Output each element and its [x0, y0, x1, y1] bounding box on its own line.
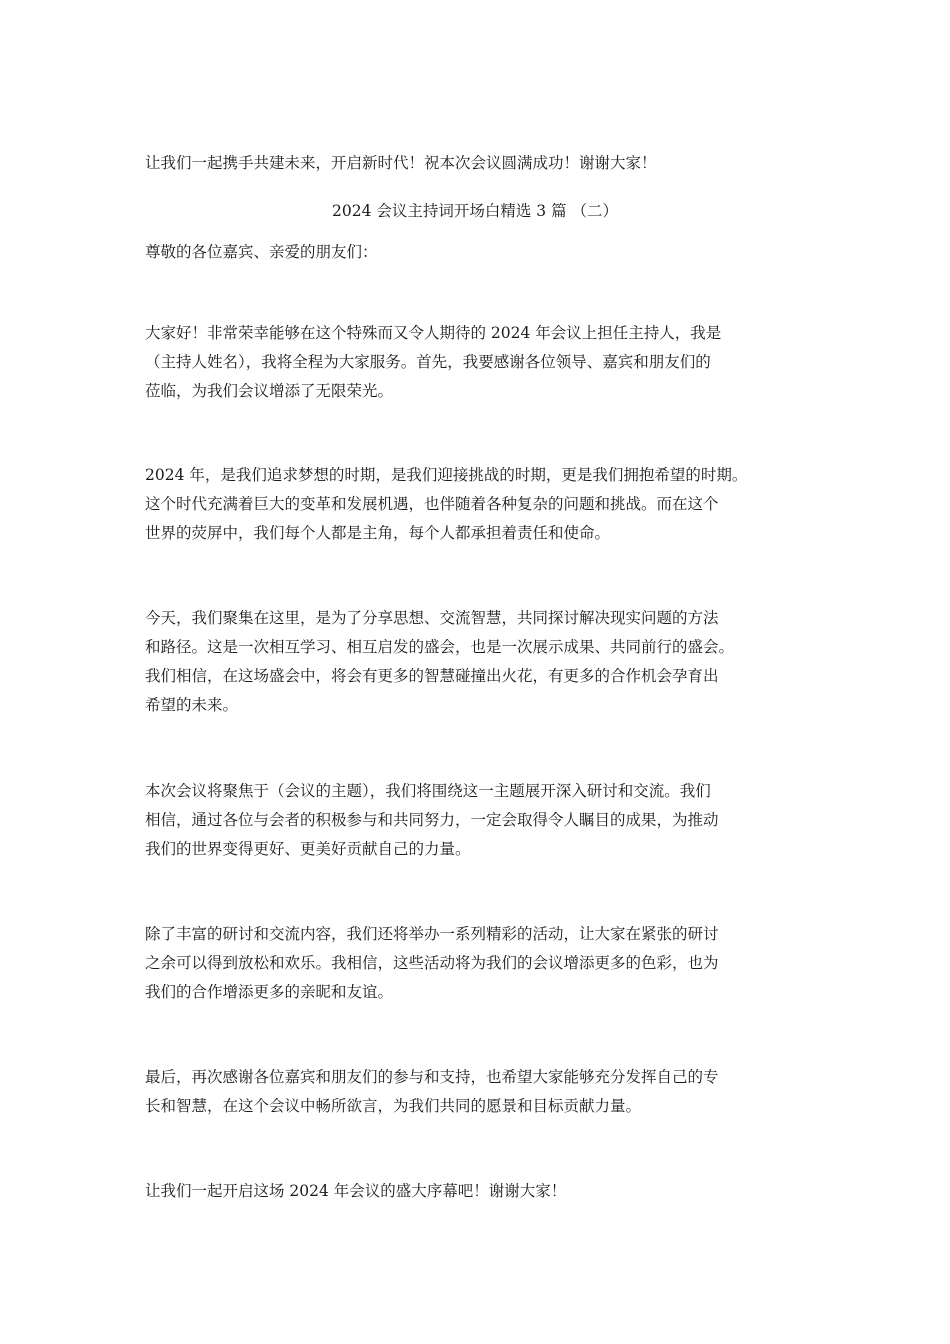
- intro-closing-line: 让我们一起携手共建未来，开启新时代！祝本次会议圆满成功！谢谢大家！: [145, 154, 657, 172]
- paragraph-line: 2024 年，是我们追求梦想的时期，是我们迎接挑战的时期，更是我们拥抱希望的时期。: [145, 466, 748, 484]
- paragraph-line: 让我们一起开启这场 2024 年会议的盛大序幕吧！谢谢大家！: [145, 1182, 567, 1200]
- salutation: 尊敬的各位嘉宾、亲爱的朋友们：: [145, 243, 378, 261]
- paragraph-line: 今天，我们聚集在这里，是为了分享思想、交流智慧，共同探讨解决现实问题的方法: [145, 609, 719, 627]
- paragraph-line: 世界的荧屏中，我们每个人都是主角，每个人都承担着责任和使命。: [145, 524, 611, 542]
- paragraph-line: 最后，再次感谢各位嘉宾和朋友们的参与和支持，也希望大家能够充分发挥自己的专: [145, 1068, 719, 1086]
- paragraph-line: 相信，通过各位与会者的积极参与和共同努力，一定会取得令人瞩目的成果，为推动: [145, 811, 719, 829]
- paragraph-line: 我们的合作增添更多的亲昵和友谊。: [145, 983, 394, 1001]
- paragraph-line: 之余可以得到放松和欢乐。我相信，这些活动将为我们的会议增添更多的色彩，也为: [145, 954, 719, 972]
- paragraph-line: 我们相信，在这场盛会中，将会有更多的智慧碰撞出火花，有更多的合作机会孕育出: [145, 667, 719, 685]
- paragraph-line: 希望的未来。: [145, 696, 239, 714]
- paragraph-line: 大家好！非常荣幸能够在这个特殊而又令人期待的 2024 年会议上担任主持人，我是: [145, 324, 722, 342]
- paragraph-line: 莅临，为我们会议增添了无限荣光。: [145, 382, 394, 400]
- paragraph-line: （主持人姓名），我将全程为大家服务。首先，我要感谢各位领导、嘉宾和朋友们的: [145, 353, 711, 371]
- paragraph-line: 这个时代充满着巨大的变革和发展机遇，也伴随着各种复杂的问题和挑战。而在这个: [145, 495, 719, 513]
- paragraph-line: 我们的世界变得更好、更美好贡献自己的力量。: [145, 840, 471, 858]
- paragraph-line: 长和智慧，在这个会议中畅所欲言，为我们共同的愿景和目标贡献力量。: [145, 1097, 642, 1115]
- paragraph-line: 本次会议将聚焦于（会议的主题），我们将围绕这一主题展开深入研讨和交流。我们: [145, 782, 711, 800]
- paragraph-line: 除了丰富的研讨和交流内容，我们还将举办一系列精彩的活动，让大家在紧张的研讨: [145, 925, 719, 943]
- section-title: 2024 会议主持词开场白精选 3 篇 （二）: [331, 202, 619, 220]
- paragraph-line: 和路径。这是一次相互学习、相互启发的盛会，也是一次展示成果、共同前行的盛会。: [145, 638, 735, 656]
